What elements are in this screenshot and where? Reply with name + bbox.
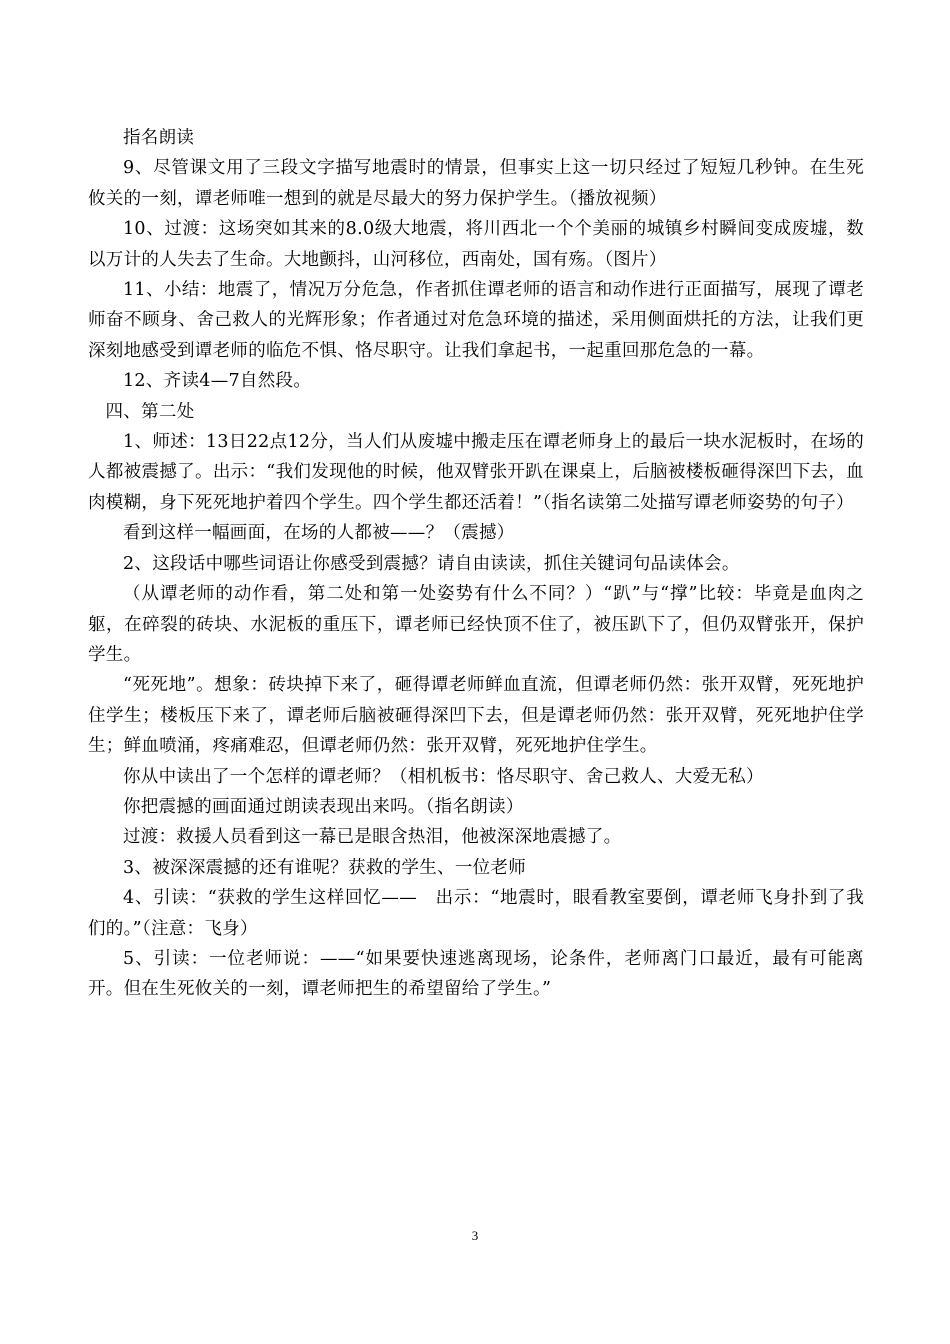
paragraph: 过渡：救援人员看到这一幕已是眼含热泪，他被深深地震撼了。 bbox=[123, 827, 622, 848]
paragraph: 2、这段话中哪些词语让你感受到震撼？请自由读读，抓住关键词句品读体会。 bbox=[123, 553, 740, 574]
paragraph: 11、小结：地震了，情况万分危急，作者抓住谭老师的语言和动作进行正面描写，展现了谭老师奋不顾身、舍己救人的光辉形象；作者通过对危急环境的描述，采用侧面烘托的方法，让我们更深刻地感受到谭老师的临危不惧、恪尽职守。让我们拿起书，一起重回那危急的一幕。 bbox=[88, 280, 864, 361]
paragraph: 看到这样一幅画面，在场的人都被——？（震撼） bbox=[123, 523, 515, 544]
paragraph: 3、被深深震撼的还有谁呢？获救的学生、一位老师 bbox=[123, 857, 527, 878]
paragraph: 10、过渡：这场突如其来的8.0级大地震，将川西北一个个美丽的城镇乡村瞬间变成废墟，数以万计的人失去了生命。大地颤抖，山河移位，西南处，国有殇。（图片） bbox=[88, 219, 864, 270]
page-number: 3 bbox=[471, 1228, 479, 1243]
body-text bbox=[88, 123, 864, 1005]
paragraph: 1、师述：13日22点12分，当人们从废墟中搬走压在谭老师身上的最后一块水泥板时，在场的人都被震撼了。出示：“我们发现他的时候，他双臂张开趴在课桌上，后脑被楼板砸得深凹下去，血肉模糊，身下死死地护着四个学生。四个学生都还活着！”（指名读第二处描写谭老师姿势的句子） bbox=[88, 432, 864, 513]
paragraph: “死死地”。想象：砖块掉下来了，砸得谭老师鲜血直流，但谭老师仍然：张开双臂，死死地护住学生；楼板压下来了，谭老师后脑被砸得深凹下去，但是谭老师仍然：张开双臂，死死地护住学生；鲜血喷涌，疼痛难忍，但谭老师仍然：张开双臂，死死地护住学生。 bbox=[88, 675, 864, 757]
paragraph: 你把震撼的画面通过朗读表现出来吗。（指名朗读） bbox=[123, 796, 524, 817]
paragraph: 你从中读出了一个怎样的谭老师？（相机板书：恪尽职守、舍己救人、大爱无私） bbox=[123, 766, 764, 787]
paragraph: 指名朗读 bbox=[123, 128, 195, 148]
paragraph: 4、引读：“获救的学生这样回忆—— 出示：“地震时，眼看教室要倒，谭老师飞身扑到了我们的。”（注意：飞身） bbox=[88, 888, 864, 939]
section-heading: 四、第二处 bbox=[105, 401, 195, 422]
paragraph: 5、引读：一位老师说：——“如果要快速逃离现场，论条件，老师离门口最近，最有可能离开。但在生死攸关的一刻，谭老师把生的希望留给了学生。” bbox=[88, 948, 864, 1000]
paragraph: 12、齐读4—7自然段。 bbox=[123, 371, 312, 392]
paragraph: 9、尽管课文用了三段文字描写地震时的情景，但事实上这一切只经过了短短几秒钟。在生死攸关的一刻，谭老师唯一想到的就是尽最大的努力保护学生。（播放视频） bbox=[88, 158, 864, 209]
paragraph: （从谭老师的动作看，第二处和第一处姿势有什么不同？）“趴”与“撑”比较：毕竟是血肉之躯，在碎裂的砖块、水泥板的重压下，谭老师已经快顶不住了，被压趴下了，但仍双臂张开，保护学生。 bbox=[88, 584, 864, 665]
